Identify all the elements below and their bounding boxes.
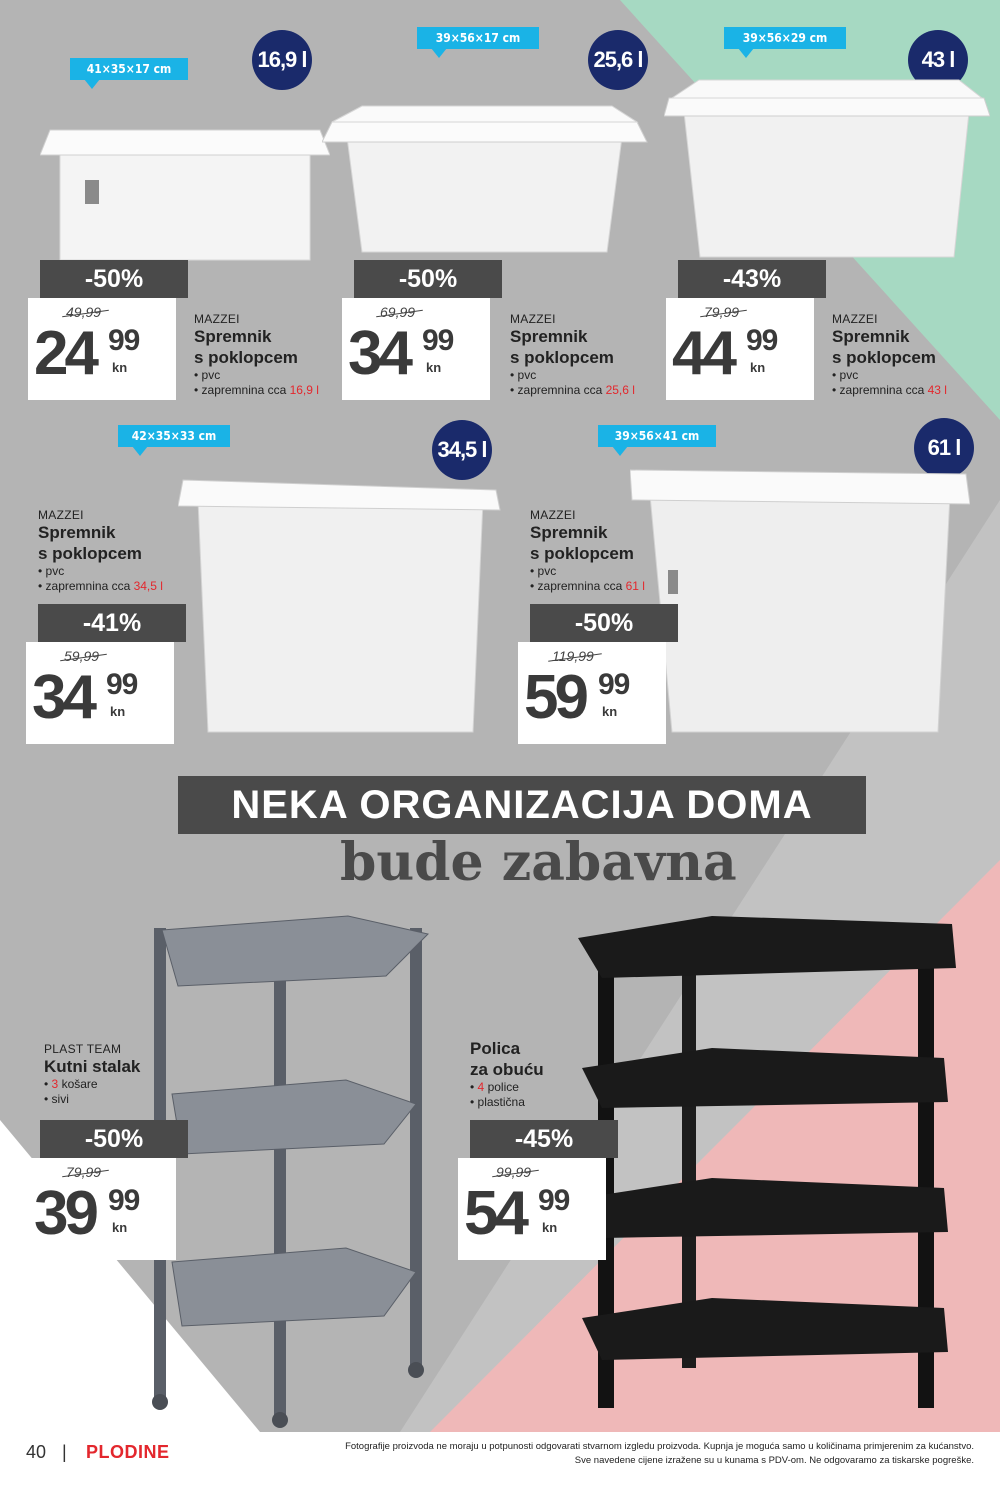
product-name-2: s poklopcem [38,544,142,563]
attribute-capacity: • zapremnina cca 25,6 l [510,383,635,397]
brand: PLAST TEAM [44,1042,122,1056]
attribute-capacity: • zapremnina cca 34,5 l [38,579,163,593]
dimension-tag: 39×56×29 cm [724,27,846,49]
section-subtitle: bude zabavna [340,832,737,893]
product-name: Spremnik [530,523,608,542]
old-price: 99,99 [496,1164,532,1180]
discount-label: -50% [40,1120,188,1158]
discount-label: -50% [354,260,502,298]
price-integer: 44 [672,319,733,388]
product-name-2: s poklopcem [832,348,936,367]
storage-box-image [630,460,970,740]
price-tag [524,604,678,744]
product-name-2: s poklopcem [194,348,298,367]
corner-rack-image [148,908,438,1428]
attribute: • pvc [510,368,537,382]
currency: kn [750,360,766,375]
volume-badge: 25,6 l [588,30,648,90]
dimension-tag: 42×35×33 cm [118,425,230,447]
product-info [470,1038,544,1110]
dimension-tag: 41×35×17 cm [70,58,188,80]
price-decimal: 99 [598,668,630,701]
volume-badge: 16,9 l [252,30,312,90]
volume-badge: 34,5 l [432,420,492,480]
currency: kn [542,1220,558,1235]
store-logo: PLODINE [86,1442,170,1462]
product-name: Spremnik [38,523,116,542]
attribute-material: • plastična [470,1095,525,1109]
page-footer [0,1432,1000,1485]
price-integer: 54 [464,1179,525,1248]
brand: MAZZEI [194,312,240,326]
currency: kn [426,360,442,375]
attribute: • pvc [832,368,859,382]
footer-separator: | [62,1442,67,1462]
product-name: Spremnik [194,327,272,346]
price-box [28,1158,176,1260]
currency: kn [602,704,618,719]
currency: kn [112,360,128,375]
brand: MAZZEI [832,312,878,326]
discount-label: -50% [40,260,188,298]
price-box [518,642,666,744]
attribute: • pvc [530,564,557,578]
price-decimal: 99 [108,1184,140,1217]
price-integer: 39 [34,1179,95,1248]
section-banner: NEKA ORGANIZACIJA DOMA [178,776,866,834]
price-decimal: 99 [538,1184,570,1217]
price-box [666,298,814,400]
attribute-capacity: • zapremnina cca 61 l [530,579,645,593]
attribute-capacity: • zapremnina cca 43 l [832,383,947,397]
disclaimer-line-1: Fotografije proizvoda ne moraju u potpunosti odgovarati stvarnom izgledu proizvoda. Kupnja je moguća samo u količinama primjerenim za kućanstvo. [345,1441,974,1452]
storage-box-image [322,92,652,262]
attribute: • pvc [194,368,221,382]
price-decimal: 99 [746,324,778,357]
price-integer: 34 [348,319,409,388]
product-info [530,508,645,594]
product-info [44,1042,140,1107]
brand: MAZZEI [510,312,556,326]
price-decimal: 99 [106,668,138,701]
product-name: Kutni stalak [44,1057,141,1076]
product-info [510,312,635,398]
product-name-2: s poklopcem [530,544,634,563]
storage-box-image [664,72,990,262]
price-decimal: 99 [108,324,140,357]
product-name: Spremnik [832,327,910,346]
price-box [342,298,490,400]
attribute-baskets: • 3 košare [44,1077,98,1091]
attribute-capacity: • zapremnina cca 16,9 l [194,383,319,397]
attribute: • pvc [38,564,65,578]
volume-badge: 61 l [914,418,974,478]
disclaimer [345,1440,974,1468]
product-name: Polica [470,1039,521,1058]
storage-box-image [178,470,503,740]
currency: kn [110,704,126,719]
old-price: 119,99 [552,648,594,664]
product-info [38,508,163,594]
old-price: 49,99 [66,304,102,320]
old-price: 59,99 [64,648,100,664]
discount-label: -41% [38,604,186,642]
old-price: 79,99 [66,1164,102,1180]
price-decimal: 99 [422,324,454,357]
brand: MAZZEI [530,508,576,522]
old-price: 79,99 [704,304,740,320]
product-name-2: za obuću [470,1060,544,1079]
discount-label: -45% [470,1120,618,1158]
attribute-shelves: • 4 police [470,1080,519,1094]
product-info [194,312,319,398]
price-tag [464,1120,618,1260]
dimension-tag: 39×56×17 cm [417,27,539,49]
disclaimer-line-2: Sve navedene cijene izražene su u kunama s PDV-om. Ne odgovaramo za tiskarske pogreške. [574,1455,974,1466]
volume-badge: 43 l [908,30,968,90]
price-integer: 24 [34,319,95,388]
price-tag [672,260,826,400]
price-integer: 34 [32,663,93,732]
price-tag [34,1120,188,1260]
price-tag [348,260,502,400]
currency: kn [112,1220,128,1235]
discount-label: -43% [678,260,826,298]
brand: MAZZEI [38,508,84,522]
discount-label: -50% [530,604,678,642]
old-price: 69,99 [380,304,416,320]
product-name: Spremnik [510,327,588,346]
storage-box-image [40,100,330,265]
shoe-rack-image [572,908,960,1422]
price-box [26,642,174,744]
price-box [458,1158,606,1260]
price-integer: 59 [524,663,585,732]
price-tag [32,604,186,744]
page-number: 40 [26,1442,47,1462]
product-name-2: s poklopcem [510,348,614,367]
attribute-color: • sivi [44,1092,69,1106]
price-tag [34,260,188,400]
dimension-tag: 39×56×41 cm [598,425,716,447]
product-info [832,312,947,398]
price-box [28,298,176,400]
